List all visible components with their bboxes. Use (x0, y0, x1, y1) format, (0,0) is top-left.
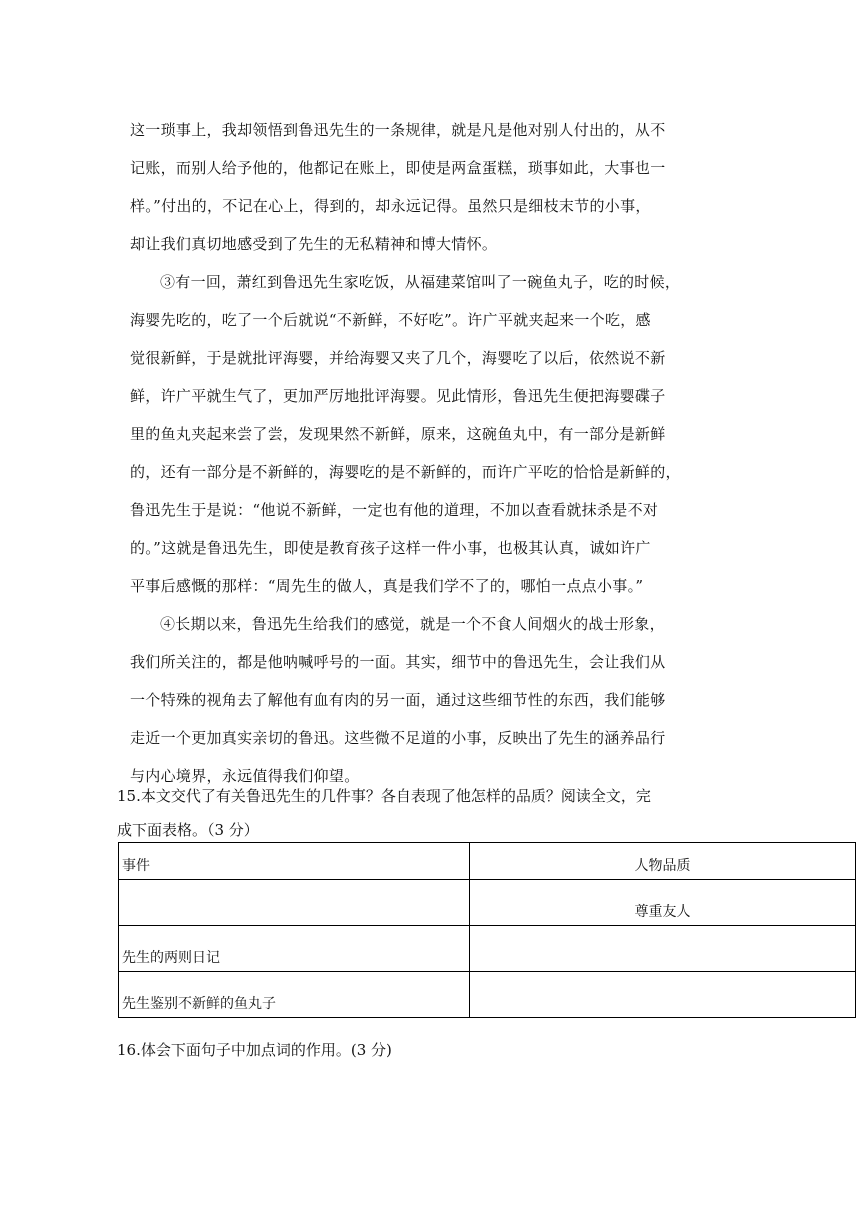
question-15-line-1: 15.本文交代了有关鲁迅先生的几件事？各自表现了他怎样的品质？阅读全文，完 (117, 787, 651, 805)
paragraph-3-line-2: 海婴先吃的，吃了一个后就说“不新鲜，不好吃”。许广平就夹起来一个吃，感 (130, 311, 651, 329)
paragraph-3-line-4: 鲜，许广平就生气了，更加严厉地批评海婴。见此情形，鲁迅先生便把海婴碟子 (130, 387, 666, 405)
question-16: 16.体会下面句子中加点词的作用。(3 分) (117, 1041, 392, 1059)
quality-cell: 尊重友人 (470, 880, 856, 926)
paragraph-1-line-3: 样。”付出的，不记在心上，得到的，却永远记得。虽然只是细枝末节的小事， (130, 197, 651, 215)
paragraph-4-line-3: 一个特殊的视角去了解他有血有肉的另一面，通过这些细节性的东西，我们能够 (130, 691, 666, 709)
table-row (119, 880, 856, 926)
paragraph-4-line-2: 我们所关注的，都是他呐喊呼号的一面。其实，细节中的鲁迅先生，会让我们从 (130, 653, 666, 671)
paragraph-1-line-2: 记账，而别人给予他的，他都记在账上，即使是两盒蛋糕，琐事如此，大事也一 (130, 159, 666, 177)
paragraph-4-line-5: 与内心境界，永远值得我们仰望。 (130, 767, 360, 785)
event-cell: 先生鉴别不新鲜的鱼丸子 (119, 972, 470, 1018)
paragraph-3-line-5: 里的鱼丸夹起来尝了尝，发现果然不新鲜，原来，这碗鱼丸中，有一部分是新鲜 (130, 425, 666, 443)
paragraph-3-line-7: 鲁迅先生于是说：“他说不新鲜，一定也有他的道理，不加以查看就抹杀是不对 (130, 501, 659, 519)
table-row (119, 972, 856, 1018)
quality-cell-blank[interactable] (470, 926, 856, 972)
paragraph-4-line-1: ④长期以来，鲁迅先生给我们的感觉，就是一个不食人间烟火的战士形象， (160, 615, 665, 633)
paragraph-3-line-1: ③有一回，萧红到鲁迅先生家吃饭，从福建菜馆叫了一碗鱼丸子，吃的时候， (160, 273, 681, 291)
answer-table (118, 842, 856, 1018)
header-event: 事件 (119, 843, 470, 880)
header-quality: 人物品质 (470, 843, 856, 880)
quality-cell-blank[interactable] (470, 972, 856, 1018)
paragraph-3-line-8: 的。”这就是鲁迅先生，即使是教育孩子这样一件小事，也极其认真，诚如许广 (130, 539, 651, 557)
paragraph-3-line-6: 的，还有一部分是不新鲜的，海婴吃的是不新鲜的，而许广平吃的恰恰是新鲜的， (130, 463, 681, 481)
paragraph-4-line-4: 走近一个更加真实亲切的鲁迅。这些微不足道的小事，反映出了先生的涵养品行 (130, 729, 666, 747)
paragraph-3-line-9: 平事后感慨的那样：“周先生的做人，真是我们学不了的，哪怕一点点小事。” (130, 577, 644, 595)
table-header-row (119, 843, 856, 880)
table-row (119, 926, 856, 972)
paragraph-1-line-1: 这一琐事上，我却领悟到鲁迅先生的一条规律，就是凡是他对别人付出的，从不 (130, 121, 666, 139)
event-cell: 先生的两则日记 (119, 926, 470, 972)
question-15-line-2: 成下面表格。（3 分） (117, 821, 259, 839)
paragraph-3-line-3: 觉很新鲜，于是就批评海婴，并给海婴又夹了几个，海婴吃了以后，依然说不新 (130, 349, 666, 367)
event-cell-blank[interactable] (119, 880, 470, 926)
paragraph-1-line-4: 却让我们真切地感受到了先生的无私精神和博大情怀。 (130, 235, 498, 253)
